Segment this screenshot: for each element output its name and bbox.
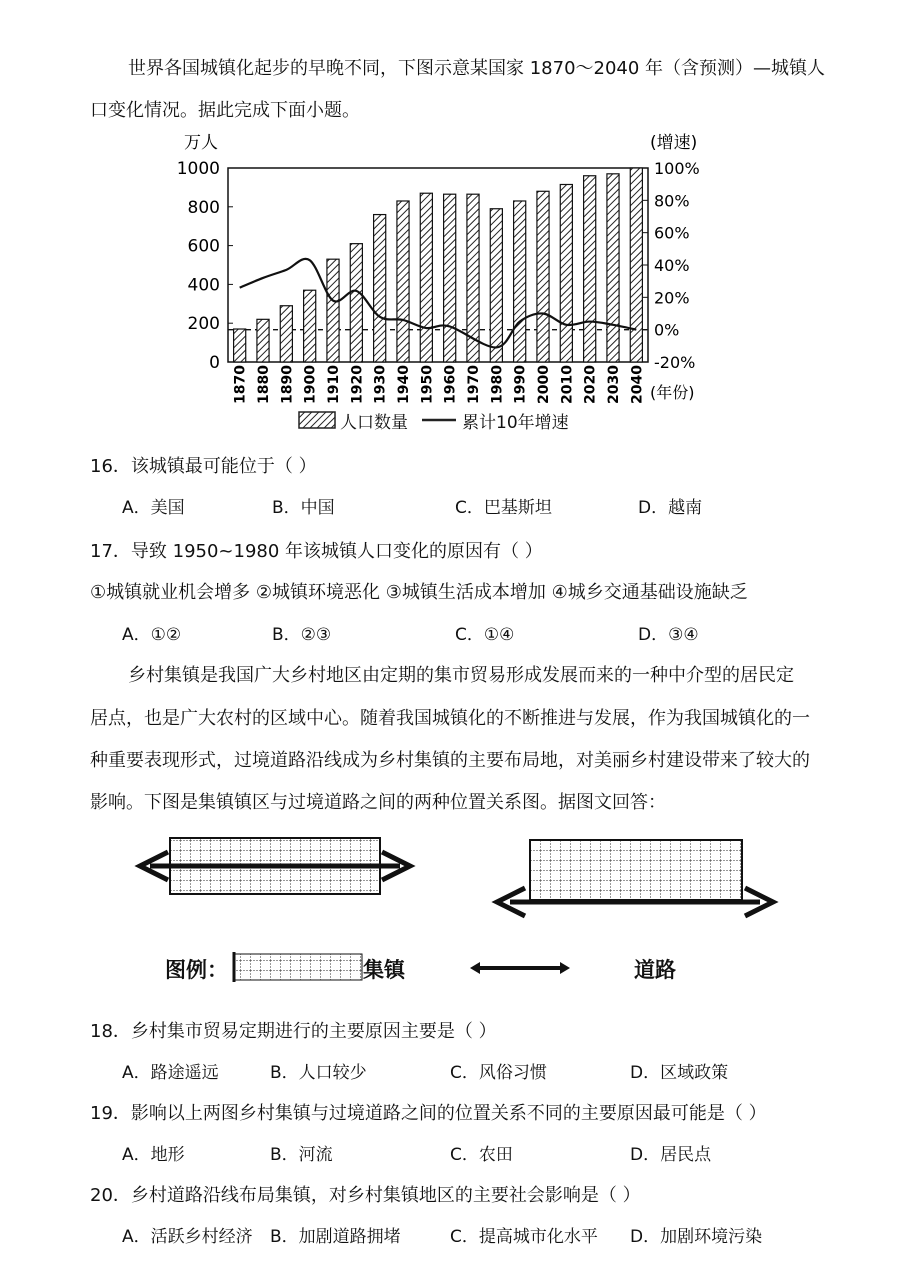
intro-line-2: 口变化情况。据此完成下面小题。	[90, 100, 360, 121]
x-tick-label: 2000	[536, 365, 552, 404]
q18-option-d[interactable]: D．区域政策	[630, 1063, 729, 1083]
population-bar	[374, 215, 386, 362]
left-tick-label: 200	[187, 314, 220, 335]
x-tick-label: 1940	[396, 365, 412, 404]
x-tick-label: 1930	[372, 365, 389, 404]
x-tick-label: 1950	[419, 365, 436, 404]
x-tick-label: 2030	[606, 365, 622, 404]
q18-stem: 18．乡村集市贸易定期进行的主要原因主要是（ ）	[90, 1021, 497, 1042]
x-tick-label: 2040	[629, 365, 646, 404]
road-legend-swatch	[468, 958, 572, 978]
growth-rate-line	[240, 259, 637, 348]
town-legend-swatch	[230, 950, 365, 986]
population-bar	[630, 168, 642, 362]
x-tick-label: 1870	[232, 365, 249, 404]
q20-stem: 20．乡村道路沿线布局集镇，对乡村集镇地区的主要社会影响是（ ）	[90, 1185, 641, 1206]
q16-option-d[interactable]: D．越南	[638, 498, 703, 518]
q16-option-a[interactable]: A．美国	[122, 498, 185, 518]
left-tick-label: 1000	[176, 159, 220, 179]
town-legend-label: 集镇	[363, 958, 405, 982]
q16-option-c[interactable]: C．巴基斯坦	[455, 498, 552, 518]
passage2-line-4: 影响。下图是集镇镇区与过境道路之间的两种位置关系图。据图文回答：	[90, 792, 666, 813]
road-along-town	[497, 840, 773, 916]
q20-option-d[interactable]: D．加剧环境污染	[630, 1227, 763, 1247]
q19-option-d[interactable]: D．居民点	[630, 1145, 712, 1165]
population-bar	[304, 290, 316, 362]
right-tick-label: 60%	[654, 223, 690, 243]
population-bar	[607, 174, 619, 362]
population-bar	[280, 306, 292, 362]
population-bar	[444, 194, 456, 362]
right-axis-unit: (增速)	[650, 133, 698, 153]
q17-option-a[interactable]: A．①②	[122, 625, 182, 645]
q18-option-b[interactable]: B．人口较少	[270, 1063, 367, 1083]
left-tick-label: 0	[209, 353, 220, 373]
x-tick-label: 1910	[326, 365, 342, 404]
population-bar	[584, 176, 596, 362]
q20-option-a[interactable]: A．活跃乡村经济	[122, 1227, 253, 1247]
population-bar	[490, 209, 502, 362]
road-legend-label: 道路	[634, 958, 676, 982]
population-bar	[257, 319, 269, 362]
q19-option-c[interactable]: C．农田	[450, 1145, 513, 1165]
population-bar	[537, 191, 549, 362]
q17-stem: 17．导致 1950~1980 年该城镇人口变化的原因有（ ）	[90, 541, 543, 562]
q17-option-c[interactable]: C．①④	[455, 625, 515, 645]
right-tick-label: 20%	[654, 288, 690, 308]
q16-option-b[interactable]: B．中国	[272, 498, 335, 518]
left-axis-unit: 万人	[184, 133, 218, 153]
bar-legend-swatch	[298, 411, 338, 431]
left-tick-label: 400	[187, 275, 220, 296]
q20-option-b[interactable]: B．加剧道路拥堵	[270, 1227, 401, 1247]
x-axis-unit: (年份)	[650, 383, 695, 402]
urban-population-chart	[170, 128, 710, 438]
x-tick-label: 2020	[582, 365, 599, 404]
passage2-line-3: 种重要表现形式，过境道路沿线成为乡村集镇的主要布局地，对美丽乡村建设带来了较大的	[90, 750, 810, 771]
right-tick-label: 40%	[654, 256, 690, 275]
x-tick-label: 1900	[302, 365, 319, 404]
right-tick-label: 0%	[654, 320, 680, 340]
x-tick-label: 1880	[256, 365, 272, 404]
x-tick-label: 1990	[512, 365, 529, 404]
population-bar	[234, 329, 246, 362]
population-bar	[350, 244, 362, 362]
x-tick-label: 1960	[442, 365, 459, 404]
q19-stem: 19．影响以上两图乡村集镇与过境道路之间的位置关系不同的主要原因最可能是（ ）	[90, 1103, 767, 1124]
line-legend-swatch	[420, 411, 460, 431]
population-bar	[420, 193, 432, 362]
x-tick-label: 1920	[349, 365, 366, 404]
q19-option-b[interactable]: B．河流	[270, 1145, 333, 1165]
right-tick-label: 100%	[654, 159, 700, 178]
x-tick-label: 1980	[489, 365, 506, 404]
town-road-diagram	[130, 830, 790, 930]
line-legend-label: 累计10年增速	[462, 413, 569, 433]
bar-legend-label: 人口数量	[340, 413, 408, 433]
population-bar	[514, 201, 526, 362]
q20-option-c[interactable]: C．提高城市化水平	[450, 1227, 598, 1247]
right-tick-label: 80%	[654, 191, 690, 211]
right-tick-label: -20%	[654, 353, 696, 372]
left-tick-label: 800	[187, 197, 220, 218]
chart-legend	[298, 408, 628, 434]
q17-option-b[interactable]: B．②③	[272, 625, 332, 645]
population-bar	[397, 201, 409, 362]
q19-option-a[interactable]: A．地形	[122, 1145, 185, 1165]
passage2-line-1: 乡村集镇是我国广大乡村地区由定期的集市贸易形成发展而来的一种中介型的居民定	[128, 665, 794, 686]
road-through-town	[140, 838, 410, 894]
q17-option-d[interactable]: D．③④	[638, 625, 699, 645]
q17-choices: ①城镇就业机会增多 ②城镇环境恶化 ③城镇生活成本增加 ④城乡交通基础设施缺乏	[90, 582, 748, 603]
x-tick-label: 1970	[466, 365, 482, 404]
population-bar	[560, 184, 572, 362]
intro-line-1: 世界各国城镇化起步的早晚不同，下图示意某国家 1870～2040 年（含预测）—城镇人	[128, 58, 826, 79]
left-tick-label: 600	[187, 236, 220, 257]
population-bar	[327, 259, 339, 362]
q18-option-a[interactable]: A．路途遥远	[122, 1063, 219, 1083]
q18-option-c[interactable]: C．风俗习惯	[450, 1063, 547, 1083]
x-tick-label: 1890	[279, 365, 296, 404]
diagram-legend-prefix: 图例：	[165, 958, 228, 982]
q16-stem: 16．该城镇最可能位于（ ）	[90, 456, 317, 477]
x-tick-label: 2010	[559, 365, 576, 404]
passage2-line-2: 居点，也是广大农村的区域中心。随着我国城镇化的不断推进与发展，作为我国城镇化的一	[90, 708, 810, 729]
